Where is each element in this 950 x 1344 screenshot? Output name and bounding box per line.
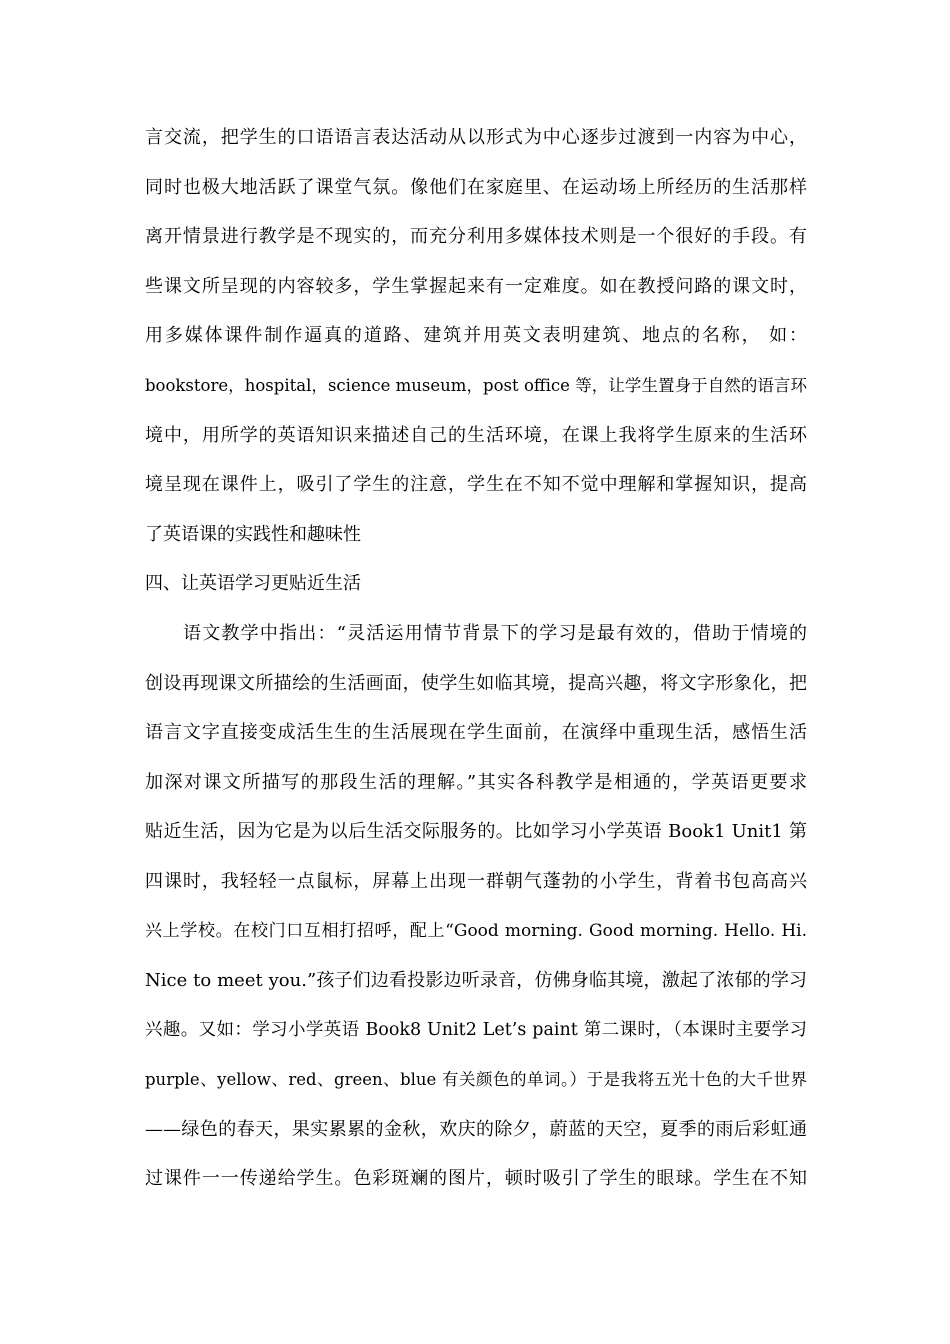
body-line-1: 言交流，把学生的口语语言表达活动从以形式为中心逐步过渡到一内容为中心，	[145, 127, 807, 148]
body-line-16: 四课时，我轻轻一点鼠标，屏幕上出现一群朝气蓬勃的小学生，背着书包高高兴	[145, 870, 807, 892]
body-line-9: 了英语课的实践性和趣味性	[145, 523, 361, 545]
body-line-6: bookstore，hospital，science museum，post office 等，让学生置身于自然的语言环	[145, 375, 807, 395]
body-line-22: 过课件一一传递给学生。色彩斑斓的图片，顿时吸引了学生的眼球。学生在不知	[145, 1168, 807, 1190]
body-line-4: 些课文所呈现的内容较多，学生掌握起来有一定难度。如在教授问路的课文时，	[145, 275, 807, 297]
body-line-15: 贴近生活，因为它是为以后生活交际服务的。比如学习小学英语 Book1 Unit1 第	[145, 821, 807, 843]
section-heading: 四、让英语学习更贴近生活	[145, 573, 361, 595]
body-line-12: 创设再现课文所描绘的生活画面，使学生如临其境，提高兴趣，将文字形象化，把	[145, 672, 807, 694]
body-line-2: 同时也极大地活跃了课堂气氛。像他们在家庭里、在运动场上所经历的生活那样	[145, 176, 807, 198]
body-line-17: 兴上学校。在校门口互相打招呼，配上“Good morning. Good morning. Hello. Hi.	[145, 920, 807, 941]
body-line-11: 语文教学中指出：“灵活运用情节背景下的学习是最有效的，借助于情境的	[183, 622, 807, 644]
body-line-3: 离开情景进行教学是不现实的，而充分利用多媒体技术则是一个很好的手段。有	[145, 226, 807, 248]
body-line-21: ——绿色的春天，果实累累的金秋，欢庆的除夕，蔚蓝的天空，夏季的雨后彩虹通	[145, 1118, 807, 1140]
body-line-19: 兴趣。又如：学习小学英语 Book8 Unit2 Let’s paint 第二课时，（本课时主要学习	[145, 1019, 807, 1040]
body-line-8: 境呈现在课件上，吸引了学生的注意，学生在不知不觉中理解和掌握知识，提高	[145, 474, 807, 496]
document-body	[145, 113, 807, 1204]
body-line-18: Nice to meet you.”孩子们边看投影边听录音，仿佛身临其境，激起了浓郁的学习	[145, 970, 807, 992]
body-line-5: 用多媒体课件制作逼真的道路、建筑并用英文表明建筑、地点的名称， 如：	[145, 325, 807, 347]
body-line-13: 语言文字直接变成活生生的生活展现在学生面前，在演绎中重现生活，感悟生活	[145, 722, 807, 744]
body-line-7: 境中，用所学的英语知识来描述自己的生活环境，在课上我将学生原来的生活环	[145, 424, 807, 446]
body-line-14: 加深对课文所描写的那段生活的理解。”其实各科教学是相通的，学英语更要求	[145, 771, 807, 793]
body-line-20: purple、yellow、red、green、blue 有关颜色的单词。）于是我将五光十色的大千世界	[145, 1070, 807, 1090]
